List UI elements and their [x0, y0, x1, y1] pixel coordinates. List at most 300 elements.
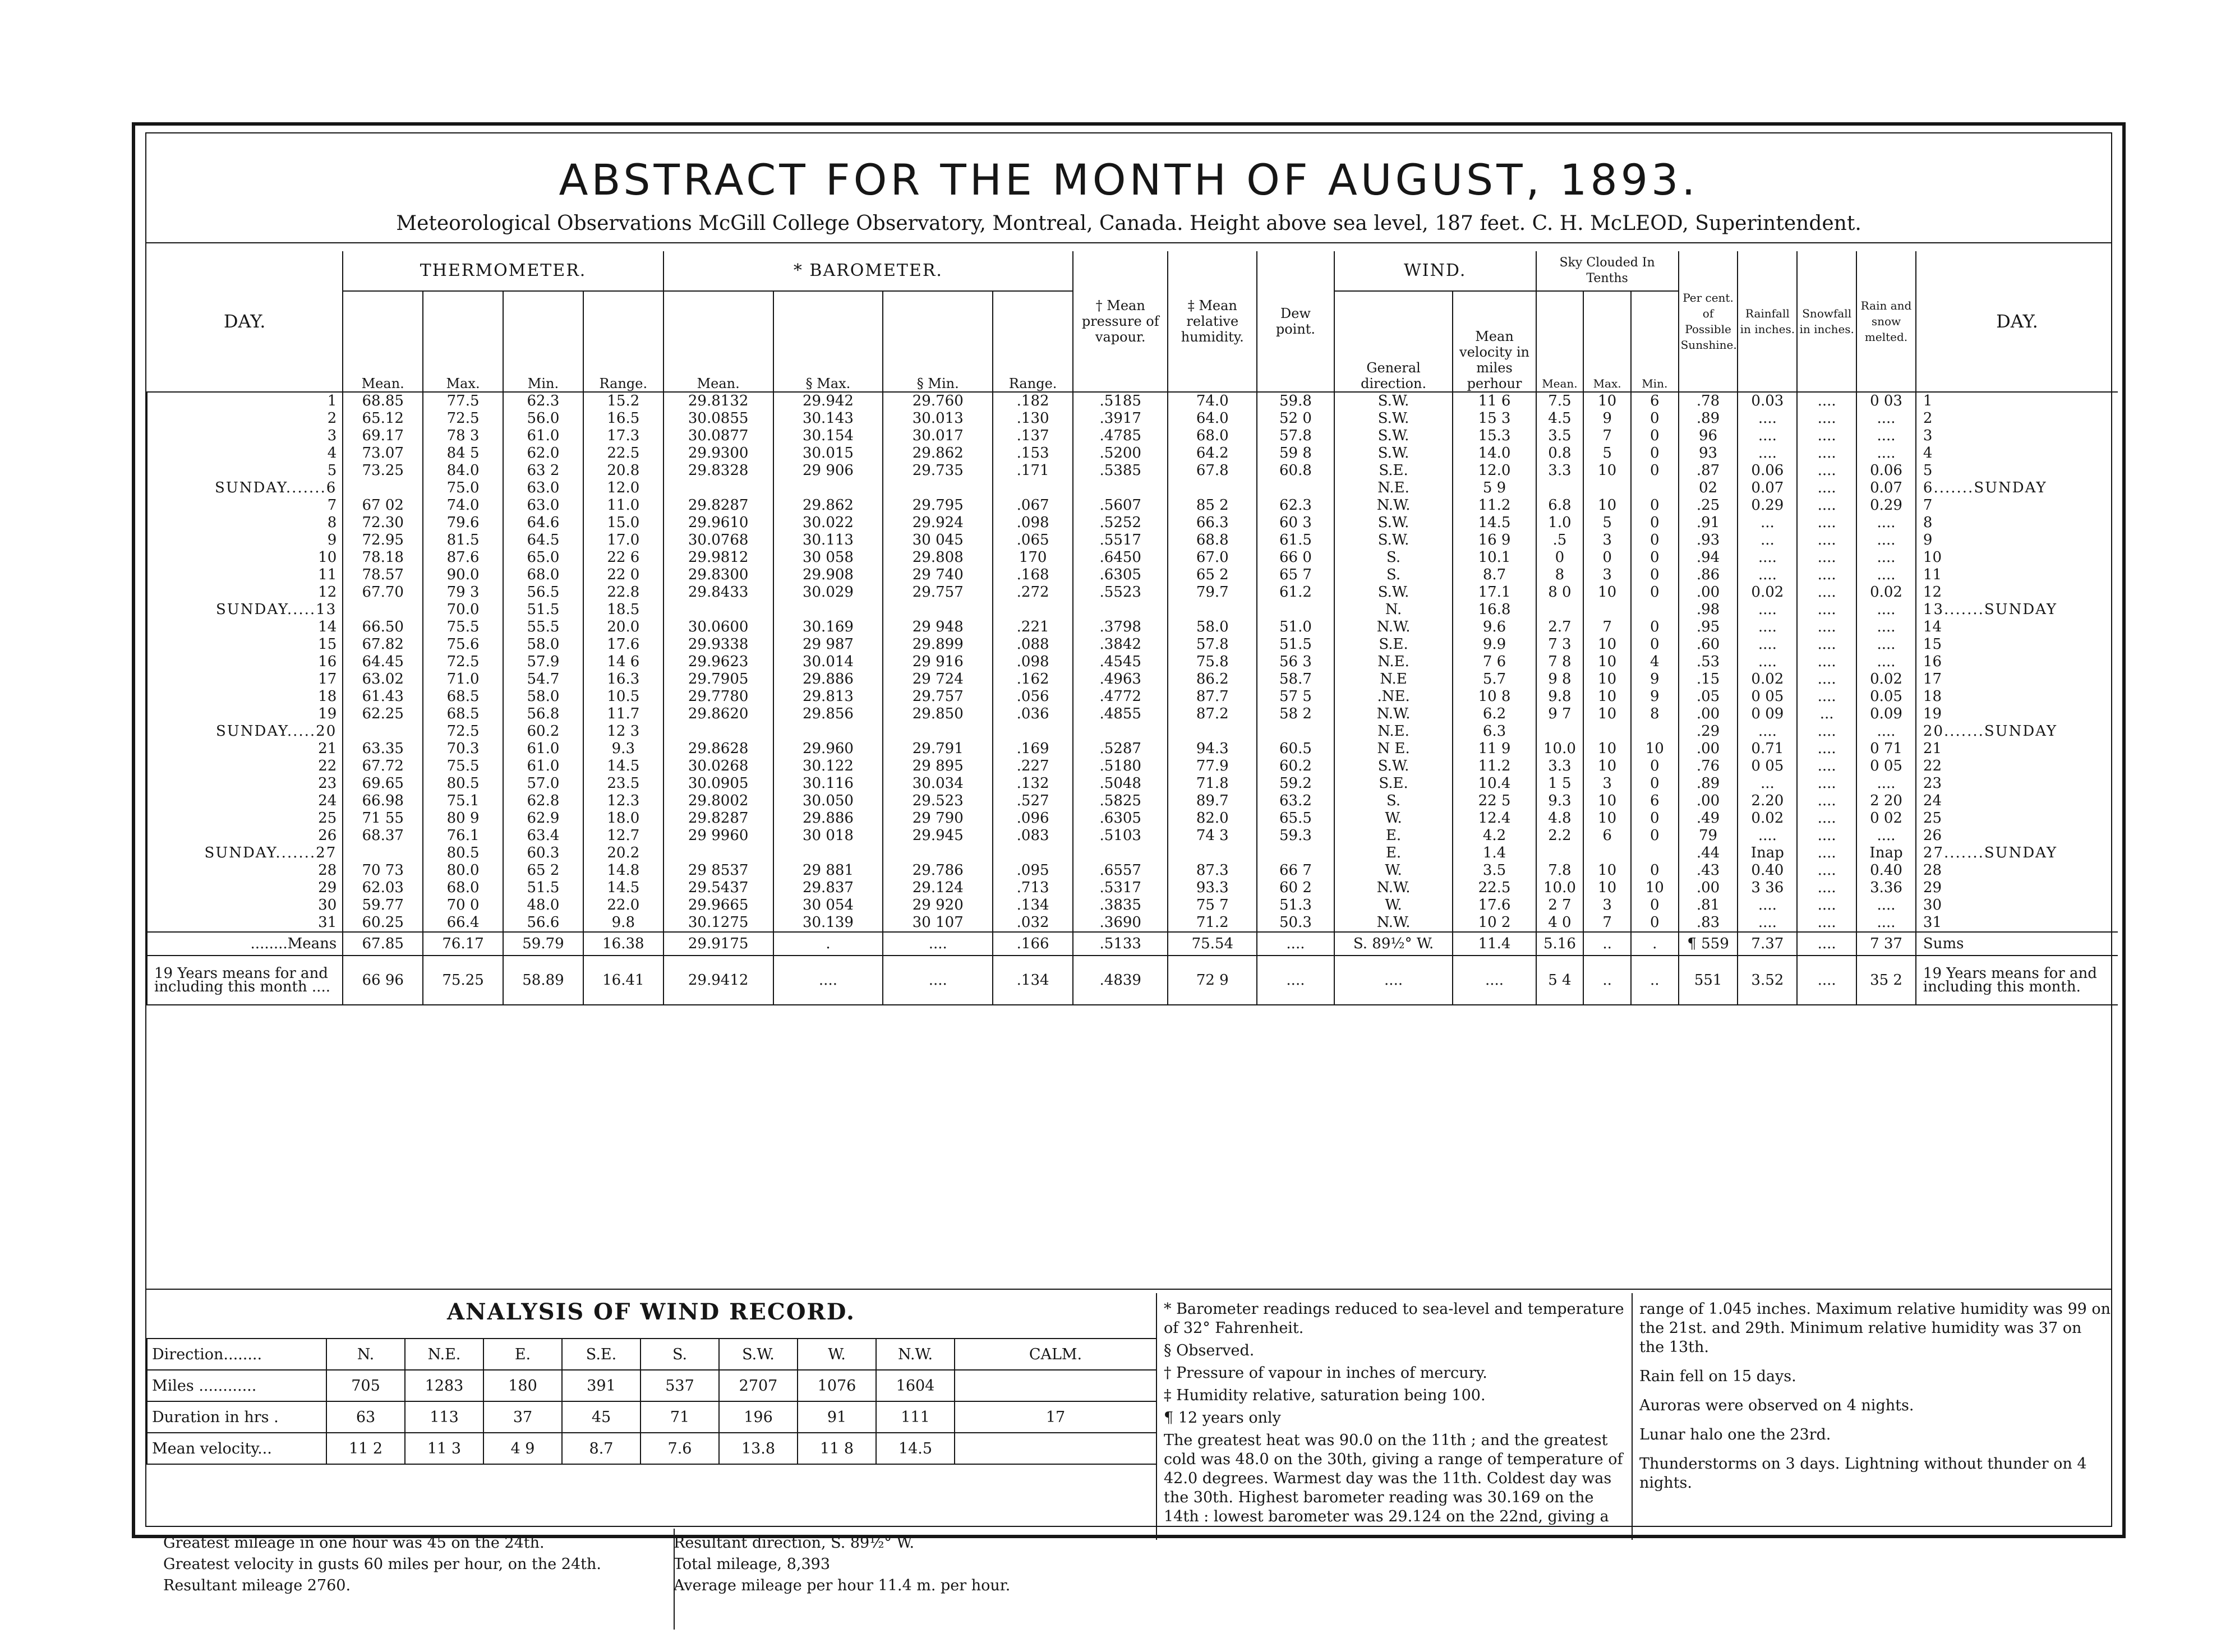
table-cell: ....	[1856, 897, 1916, 914]
table-cell: 12 3	[583, 723, 663, 740]
table-cell: 73.07	[343, 445, 423, 462]
day-cell: 19	[147, 705, 343, 723]
table-cell: 51.5	[1257, 636, 1334, 653]
day-cell: 10	[147, 549, 343, 566]
table-cell: .6305	[1073, 810, 1168, 827]
table-cell: 0	[1631, 775, 1679, 792]
day-cell: SUNDAY.....13	[147, 601, 343, 619]
table-cell: ....	[1797, 862, 1856, 879]
footnote-summary: The greatest heat was 90.0 on the 11th ; and the greatest cold was 48.0 on the 30th, giving a range of temperature of 42.0 degrees. Warmest day was the 11th. Coldest day was the 30th. Highest barometer reading was 30.169 on the 14th : lowest barometer was 29.124 on the 22nd, giving a	[1164, 1432, 1623, 1525]
table-cell: 12.7	[583, 827, 663, 845]
table-cell: S.W.	[1334, 392, 1453, 410]
table-cell: 29.9300	[663, 445, 773, 462]
table-cell: ....	[1856, 827, 1916, 845]
table-cell: 56 3	[1257, 653, 1334, 671]
table-cell: 29.8328	[663, 462, 773, 479]
day-cell: 11	[147, 566, 343, 584]
day-cell: 30	[147, 897, 343, 914]
table-cell: .168	[993, 566, 1073, 584]
table-cell: ....	[1856, 549, 1916, 566]
footnote-years: ¶ 12 years only	[1164, 1409, 1281, 1427]
table-cell: .89	[1679, 775, 1738, 792]
table-cell: 93	[1679, 445, 1738, 462]
table-cell: .05	[1679, 688, 1738, 705]
table-cell: 10	[1583, 653, 1631, 671]
table-cell: 14.5	[1453, 514, 1536, 532]
table-cell: 3.3	[1536, 462, 1584, 479]
wind-direction-header: General direction.	[1334, 291, 1453, 392]
wind-analysis	[146, 1293, 1156, 1594]
table-cell: 68.0	[503, 566, 583, 584]
table-cell: 58.0	[503, 688, 583, 705]
table-cell: 14.0	[1453, 445, 1536, 462]
table-cell: 60.2	[1257, 758, 1334, 775]
day-cell-right: 29	[1916, 879, 2118, 897]
table-cell: ....	[1797, 897, 1856, 914]
page-title: ABSTRACT FOR THE MONTH OF AUGUST, 1893.	[559, 155, 1699, 205]
table-cell: 6.2	[1453, 705, 1536, 723]
table-cell: 57.8	[1168, 636, 1257, 653]
table-cell: 63.4	[503, 827, 583, 845]
table-cell: .132	[993, 775, 1073, 792]
day-cell: SUNDAY.....20	[147, 723, 343, 740]
table-cell: 29.9338	[663, 636, 773, 653]
table-cell	[663, 845, 773, 862]
table-cell: 29.7905	[663, 671, 773, 688]
wind-cell: 111	[876, 1401, 955, 1433]
table-cell: 29 790	[883, 810, 993, 827]
sky-header: Sky Clouded In Tenths	[1536, 251, 1679, 291]
table-cell: 3.5	[1536, 427, 1584, 445]
table-cell: 87.3	[1168, 862, 1257, 879]
table-cell: .6450	[1073, 549, 1168, 566]
wind-row-duration	[147, 1401, 1156, 1433]
table-cell: ....	[1738, 549, 1797, 566]
table-cell: 71.8	[1168, 775, 1257, 792]
table-cell: 86.2	[1168, 671, 1257, 688]
table-cell: .81	[1679, 897, 1738, 914]
table-cell: .4963	[1073, 671, 1168, 688]
table-cell: S.W.	[1334, 758, 1453, 775]
table-cell: N.W.	[1334, 705, 1453, 723]
table-cell: 0	[1631, 497, 1679, 514]
table-cell: 3	[1583, 897, 1631, 914]
table-cell	[1073, 723, 1168, 740]
therm-max-header: Max.	[423, 291, 503, 392]
wind-header: WIND.	[1334, 251, 1536, 291]
day-cell-right: 6.......SUNDAY	[1916, 479, 2118, 497]
table-cell: 10	[1583, 758, 1631, 775]
remark-continuation: range of 1.045 inches. Maximum relative humidity was 99 on the 21st. and 29th. Minimum relative humidity was 37 on the 13th.	[1639, 1300, 2111, 1356]
table-cell: .6305	[1073, 566, 1168, 584]
table-row	[147, 566, 2118, 584]
table-cell: 2.7	[1536, 619, 1584, 636]
table-cell: 10	[1583, 584, 1631, 601]
wind-cell: 537	[641, 1370, 719, 1401]
table-cell: ....	[1856, 427, 1916, 445]
table-cell: 3.3	[1536, 758, 1584, 775]
table-cell: 66 7	[1257, 862, 1334, 879]
wind-cell: 91	[798, 1401, 876, 1433]
table-cell: ....	[1797, 956, 1856, 1005]
table-cell: ....	[1257, 932, 1334, 956]
table-cell: 55.5	[503, 619, 583, 636]
table-cell: N.E.	[1334, 653, 1453, 671]
table-cell: 58 2	[1257, 705, 1334, 723]
table-cell: 30.0600	[663, 619, 773, 636]
table-cell: 5	[1583, 445, 1631, 462]
table-cell: .5103	[1073, 827, 1168, 845]
wind-cell: 17	[955, 1401, 1156, 1433]
day-cell-right: 14	[1916, 619, 2118, 636]
table-cell: ....	[1856, 514, 1916, 532]
table-cell: ....	[1797, 427, 1856, 445]
table-cell: 9.8	[583, 914, 663, 932]
table-cell: 67 02	[343, 497, 423, 514]
table-cell: 57.0	[503, 775, 583, 792]
table-cell: 75.6	[423, 636, 503, 653]
table-cell: 12.3	[583, 792, 663, 810]
table-cell	[1257, 479, 1334, 497]
table-cell: 0.07	[1856, 479, 1916, 497]
table-row	[147, 549, 2118, 566]
table-cell: ....	[1856, 636, 1916, 653]
table-cell: .	[1631, 932, 1679, 956]
table-cell	[343, 479, 423, 497]
table-cell: 93.3	[1168, 879, 1257, 897]
table-cell: 76.17	[423, 932, 503, 956]
table-cell: 0 02	[1856, 810, 1916, 827]
table-cell: 73.25	[343, 462, 423, 479]
table-cell: 10	[1583, 636, 1631, 653]
table-row	[147, 758, 2118, 775]
table-cell: ....	[1797, 619, 1856, 636]
baro-range-header: Range.	[993, 291, 1073, 392]
table-cell: 29.9175	[663, 932, 773, 956]
day-cell: ........Means	[147, 932, 343, 956]
day-cell-right: 22	[1916, 758, 2118, 775]
baro-max-header: § Max.	[773, 291, 883, 392]
table-cell	[993, 723, 1073, 740]
table-cell	[1257, 601, 1334, 619]
table-cell: 10	[1583, 462, 1631, 479]
table-cell: 74 3	[1168, 827, 1257, 845]
table-cell: 29.735	[883, 462, 993, 479]
table-cell: S.W.	[1334, 427, 1453, 445]
table-row	[147, 792, 2118, 810]
wind-cell: S.	[641, 1339, 719, 1370]
wind-cell: 11 3	[405, 1433, 483, 1464]
table-cell: 16.8	[1453, 601, 1536, 619]
table-cell: N.W.	[1334, 497, 1453, 514]
table-cell: 29.757	[883, 584, 993, 601]
table-cell: 10	[1583, 705, 1631, 723]
table-cell: 5	[1583, 514, 1631, 532]
table-cell: 16.3	[583, 671, 663, 688]
table-cell: 51.5	[503, 601, 583, 619]
table-cell: 65.5	[1257, 810, 1334, 827]
table-cell: 5.7	[1453, 671, 1536, 688]
table-cell: 30.014	[773, 653, 883, 671]
table-cell: ....	[1738, 601, 1797, 619]
table-cell: 29.8287	[663, 810, 773, 827]
table-cell: 71 55	[343, 810, 423, 827]
years-means-label: 19 Years means for and including this month ....	[147, 956, 343, 1005]
table-cell: .5180	[1073, 758, 1168, 775]
table-cell: 58.0	[503, 636, 583, 653]
table-cell: 62.9	[503, 810, 583, 827]
table-cell: 0 71	[1856, 740, 1916, 758]
table-cell: 29.8287	[663, 497, 773, 514]
table-cell: 15 3	[1453, 410, 1536, 427]
table-cell: 61.0	[503, 758, 583, 775]
table-cell: .	[773, 932, 883, 956]
table-cell: N.W.	[1334, 879, 1453, 897]
table-cell: 3 36	[1738, 879, 1797, 897]
wind-row-label: Direction........	[147, 1339, 326, 1370]
table-cell: 0	[1631, 532, 1679, 549]
table-cell: 18.0	[583, 810, 663, 827]
table-cell: .227	[993, 758, 1073, 775]
wind-row-label: Miles ............	[147, 1370, 326, 1401]
table-cell: 29.837	[773, 879, 883, 897]
wind-cell: 7.6	[641, 1433, 719, 1464]
table-cell: 17.6	[583, 636, 663, 653]
table-row	[147, 445, 2118, 462]
barometer-header: * BAROMETER.	[663, 251, 1073, 291]
table-cell: 29.9665	[663, 897, 773, 914]
table-cell: 30.113	[773, 532, 883, 549]
table-cell: 22 5	[1453, 792, 1536, 810]
title-rule	[146, 242, 2111, 243]
table-cell: 56.5	[503, 584, 583, 601]
table-cell: 10	[1583, 879, 1631, 897]
day-cell-right: 9	[1916, 532, 2118, 549]
table-cell: .096	[993, 810, 1073, 827]
sunday-row	[147, 479, 2118, 497]
table-cell: .527	[993, 792, 1073, 810]
table-cell: 29.786	[883, 862, 993, 879]
table-cell: ...	[1738, 532, 1797, 549]
table-cell	[773, 845, 883, 862]
table-cell: 30.154	[773, 427, 883, 445]
wind-cell: 1283	[405, 1370, 483, 1401]
table-cell	[663, 601, 773, 619]
table-cell: 60 2	[1257, 879, 1334, 897]
table-cell: 7 3	[1536, 636, 1584, 653]
table-cell: 57.9	[503, 653, 583, 671]
table-cell	[1536, 479, 1584, 497]
table-cell: 57.8	[1257, 427, 1334, 445]
table-cell: .43	[1679, 862, 1738, 879]
table-cell: .29	[1679, 723, 1738, 740]
table-cell	[1583, 845, 1631, 862]
day-cell: 15	[147, 636, 343, 653]
table-cell: 68.5	[423, 705, 503, 723]
table-cell: 0.29	[1738, 497, 1797, 514]
table-row	[147, 827, 2118, 845]
table-cell: 64.5	[503, 532, 583, 549]
table-cell: .78	[1679, 392, 1738, 410]
table-cell: 0.06	[1738, 462, 1797, 479]
table-cell: .5523	[1073, 584, 1168, 601]
table-cell: ....	[1738, 897, 1797, 914]
table-cell: S.W.	[1334, 514, 1453, 532]
table-cell: 30 107	[883, 914, 993, 932]
table-cell: .4785	[1073, 427, 1168, 445]
table-cell: .95	[1679, 619, 1738, 636]
table-cell: .94	[1679, 549, 1738, 566]
table-cell: .5185	[1073, 392, 1168, 410]
table-cell: 17.1	[1453, 584, 1536, 601]
baro-min-header: § Min.	[883, 291, 993, 392]
table-cell: 12.0	[583, 479, 663, 497]
dew-header: Dew point.	[1257, 251, 1334, 392]
table-cell: 5.16	[1536, 932, 1584, 956]
day-cell-right: 28	[1916, 862, 2118, 879]
table-cell: 9.3	[583, 740, 663, 758]
table-cell: 59.3	[1257, 827, 1334, 845]
table-cell: 51.3	[1257, 897, 1334, 914]
table-cell: ....	[1797, 462, 1856, 479]
table-cell: 75.1	[423, 792, 503, 810]
table-cell: 62.8	[503, 792, 583, 810]
table-cell: 75.5	[423, 619, 503, 636]
table-cell: 7.8	[1536, 862, 1584, 879]
table-cell: 64.45	[343, 653, 423, 671]
table-cell: 70.0	[423, 601, 503, 619]
wind-cell: 391	[562, 1370, 641, 1401]
table-cell: 0.8	[1536, 445, 1584, 462]
table-cell: 0	[1631, 636, 1679, 653]
table-cell: ....	[1257, 956, 1334, 1005]
table-cell: 63.0	[503, 497, 583, 514]
table-cell: 30 054	[773, 897, 883, 914]
table-cell: ....	[1856, 723, 1916, 740]
table-cell: 80.5	[423, 845, 503, 862]
table-cell: 70 0	[423, 897, 503, 914]
table-cell: 66.98	[343, 792, 423, 810]
table-cell: 14.5	[583, 758, 663, 775]
table-cell: .5385	[1073, 462, 1168, 479]
table-cell: 78.57	[343, 566, 423, 584]
table-cell: 18.5	[583, 601, 663, 619]
day-cell: 25	[147, 810, 343, 827]
wind-table-body	[147, 1339, 1156, 1464]
table-cell: 22 0	[583, 566, 663, 584]
wind-cell: 196	[719, 1401, 798, 1433]
table-cell: 68.0	[1168, 427, 1257, 445]
table-cell: 11.2	[1453, 758, 1536, 775]
day-cell-right: 16	[1916, 653, 2118, 671]
table-cell: 17.3	[583, 427, 663, 445]
table-cell: 7	[1583, 619, 1631, 636]
table-cell: .098	[993, 514, 1073, 532]
table-cell: 30.139	[773, 914, 883, 932]
table-cell: 0	[1631, 862, 1679, 879]
wind-cell: 1076	[798, 1370, 876, 1401]
table-cell: 29.808	[883, 549, 993, 566]
table-cell: .056	[993, 688, 1073, 705]
table-cell: ....	[1797, 497, 1856, 514]
table-cell: 30.122	[773, 758, 883, 775]
table-cell: 67.0	[1168, 549, 1257, 566]
table-cell: 65.0	[503, 549, 583, 566]
table-cell: .3917	[1073, 410, 1168, 427]
table-cell: .095	[993, 862, 1073, 879]
table-cell: N.E.	[1334, 723, 1453, 740]
table-cell: W.	[1334, 897, 1453, 914]
table-cell: 77.5	[423, 392, 503, 410]
table-cell: ....	[1797, 514, 1856, 532]
table-cell: 72.5	[423, 653, 503, 671]
table-cell: 0	[1631, 566, 1679, 584]
table-cell: S.	[1334, 792, 1453, 810]
table-row	[147, 584, 2118, 601]
table-cell: 5 9	[1453, 479, 1536, 497]
table-cell: 65 2	[503, 862, 583, 879]
day-cell-right: 30	[1916, 897, 2118, 914]
table-cell: 4.2	[1453, 827, 1536, 845]
table-cell	[1583, 723, 1631, 740]
page-frame	[132, 122, 2126, 1594]
table-cell: N.W.	[1334, 914, 1453, 932]
table-cell: ....	[1797, 636, 1856, 653]
wind-row-label: Duration in hrs .	[147, 1401, 326, 1433]
means-row	[147, 932, 2118, 956]
therm-range-header: Range.	[583, 291, 663, 392]
table-cell: 29 8537	[663, 862, 773, 879]
wind-cell: 13.8	[719, 1433, 798, 1464]
rain-snow-header: Rain and snow melted.	[1856, 251, 1916, 392]
table-cell: 68.37	[343, 827, 423, 845]
table-cell: 64.0	[1168, 410, 1257, 427]
table-cell: 0.07	[1738, 479, 1797, 497]
table-cell: ....	[1797, 549, 1856, 566]
table-cell: ....	[1797, 879, 1856, 897]
table-cell: .5317	[1073, 879, 1168, 897]
table-cell: .098	[993, 653, 1073, 671]
wind-note: Average mileage per hour 11.4 m. per hour.	[674, 1577, 1011, 1594]
table-cell: 29.8433	[663, 584, 773, 601]
table-cell: 29.5437	[663, 879, 773, 897]
table-cell: 87.2	[1168, 705, 1257, 723]
table-cell: 67.85	[343, 932, 423, 956]
table-cell: 94.3	[1168, 740, 1257, 758]
table-cell: N.E	[1334, 671, 1453, 688]
table-cell	[1073, 845, 1168, 862]
table-row	[147, 740, 2118, 758]
table-cell: 22.8	[583, 584, 663, 601]
table-cell: 67.82	[343, 636, 423, 653]
table-cell: 30 045	[883, 532, 993, 549]
table-cell: 22.5	[583, 445, 663, 462]
sky-mean-header: Mean.	[1536, 291, 1584, 392]
table-cell: 60.25	[343, 914, 423, 932]
table-cell: 29 895	[883, 758, 993, 775]
table-cell: 4.8	[1536, 810, 1584, 827]
table-cell: 30.029	[773, 584, 883, 601]
table-cell: 17.6	[1453, 897, 1536, 914]
table-cell: ....	[1797, 792, 1856, 810]
table-cell: 30 018	[773, 827, 883, 845]
table-cell: 14 6	[583, 653, 663, 671]
table-cell: 30.169	[773, 619, 883, 636]
table-cell: ...	[1738, 775, 1797, 792]
table-cell: ....	[1797, 723, 1856, 740]
table-cell	[993, 479, 1073, 497]
table-cell: .93	[1679, 532, 1738, 549]
